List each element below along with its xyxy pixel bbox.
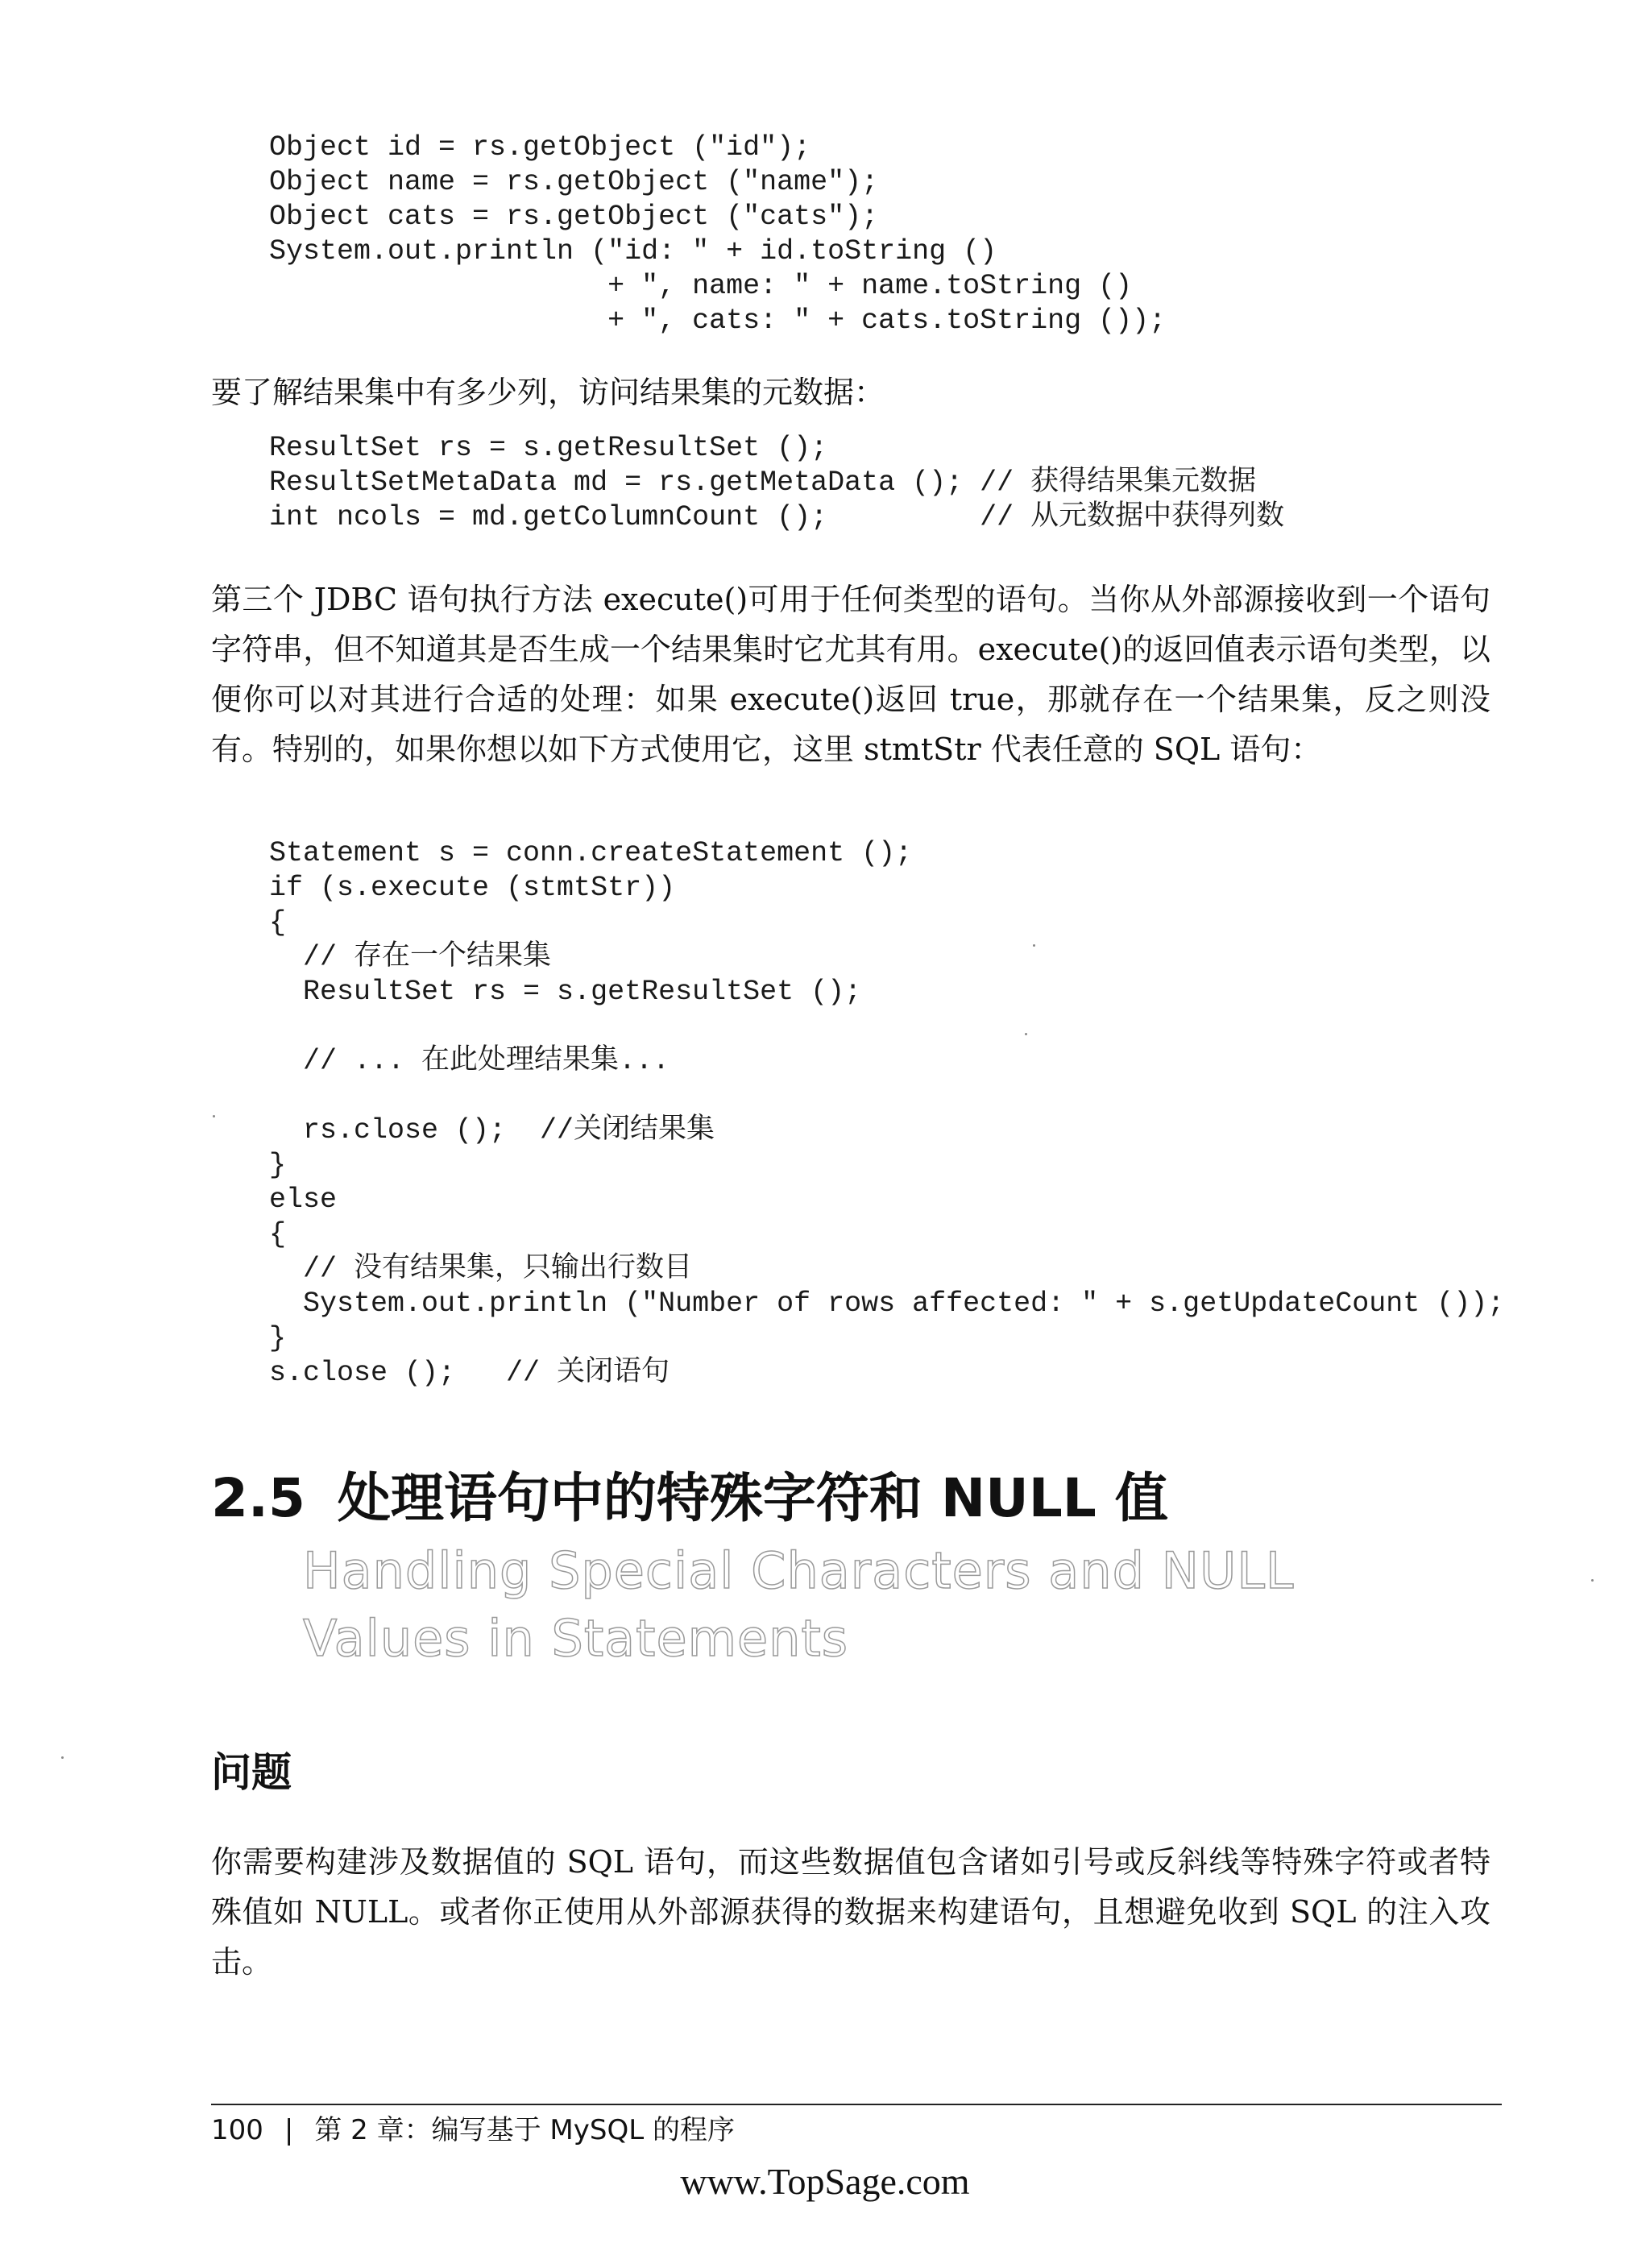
chapter-title: 第 2 章：编写基于 MySQL 的程序: [314, 2114, 735, 2146]
problem-heading: 问题: [211, 1749, 292, 1796]
paragraph-metadata-intro: 要了解结果集中有多少列，访问结果集的元数据：: [211, 375, 885, 410]
paragraph-execute-method: 第三个 JDBC 语句执行方法 execute()可用于任何类型的语句。当你从外部源接收到一个语句字符串，但不知道其是否生成一个结果集时它尤其有用。execute()的返回值表示语句类型，以便你可以对其进行合适的处理：如果 execute()返回 true，那就存在一个结果集，反之则没有。特别的，如果你想以如下方式使用它，这里 stmtStr 代表任意的 SQL 语句：: [211, 582, 1490, 767]
watermark-url: www.TopSage.com: [680, 2161, 970, 2202]
scan-speck: [61, 1756, 64, 1759]
page-footer: [211, 2113, 735, 2148]
code-block-getobject: Object id = rs.getObject ("id"); Object name = rs.getObject ("name"); Object cats = rs.getObject ("cats"); System.out.println ("id: " + id.toString () + ", name: " + name.toString () + ", cats: " + cats.toString ());: [269, 131, 1167, 337]
footer-rule: [211, 2104, 1502, 2105]
scan-speck: [1033, 944, 1035, 947]
section-title-en: Handling Special Characters and NULL Values in Statements: [303, 1541, 1295, 1668]
code-block-execute-example: Statement s = conn.createStatement (); if (s.execute (stmtStr)) { // 存在一个结果集 ResultSet rs = s.getResultSet (); // ... 在此处理结果集... rs.close (); //关闭结果集 } else { // 没有结果集，只输出行数目 System.out.println ("Number of rows affected: " + s.getUpdateCount ()); } s.close (); // 关闭语句: [269, 837, 1505, 1389]
section-title-cn: 处理语句中的特殊字符和 NULL 值: [337, 1467, 1168, 1529]
paragraph-problem: 你需要构建涉及数据值的 SQL 语句，而这些数据值包含诸如引号或反斜线等特殊字符或者特殊值如 NULL。或者你正使用从外部源获得的数据来构建语句，且想避免收到 SQL 的注入攻击。: [211, 1844, 1490, 1980]
scan-speck: [1591, 1579, 1594, 1582]
code-block-metadata: ResultSet rs = s.getResultSet (); ResultSetMetaData md = rs.getMetaData (); // 获得结果集元数据 int ncols = md.getColumnCount (); // 从元数据中获得列数: [269, 432, 1285, 533]
scan-speck: [213, 1115, 215, 1117]
footer-separator: |: [284, 2114, 294, 2146]
scan-speck: [1025, 1033, 1027, 1035]
section-heading: [211, 1466, 1168, 1531]
section-number: 2.5: [211, 1467, 305, 1529]
page-number: 100: [211, 2114, 263, 2146]
